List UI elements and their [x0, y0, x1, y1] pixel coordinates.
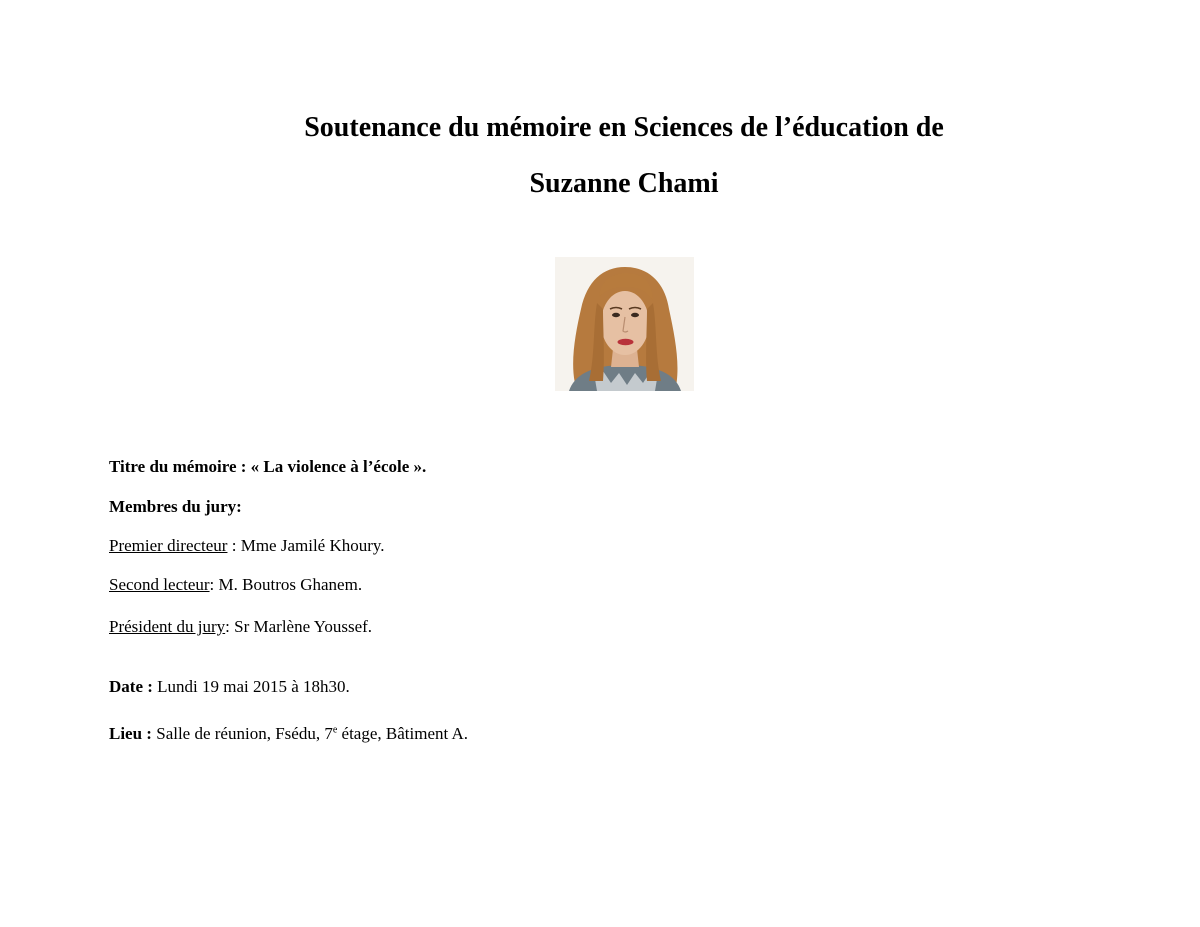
president-value: Sr Marlène Youssef. [234, 617, 373, 636]
date-value: Lundi 19 mai 2015 à 18h30. [152, 677, 350, 696]
second-reader-separator: : [209, 575, 219, 594]
location-value-start: Salle de réunion, Fsédu, 7 [151, 724, 333, 743]
jury-heading: Membres du jury: [109, 497, 242, 516]
first-director-label: Premier directeur [109, 536, 228, 555]
location-value-end: étage, Bâtiment A. [337, 724, 469, 743]
thesis-title: Titre du mémoire : « La violence à l’école ». [109, 457, 427, 476]
jury-second-reader [109, 574, 362, 596]
president-separator: : [225, 617, 235, 636]
location-superscript: e [332, 724, 338, 736]
second-reader-value: M. Boutros Ghanem. [218, 575, 363, 594]
date-label: Date : [109, 677, 153, 696]
defense-location [109, 723, 468, 745]
page-title: Soutenance du mémoire en Sciences de l’éducation de [304, 112, 944, 143]
second-reader-label: Second lecteur [109, 575, 210, 594]
defense-date [109, 676, 350, 698]
candidate-name: Suzanne Chami [529, 168, 719, 199]
jury-first-director [109, 535, 385, 557]
first-director-value: Mme Jamilé Khoury. [240, 536, 385, 555]
jury-president [109, 616, 372, 638]
president-label: Président du jury [109, 617, 226, 636]
first-director-separator: : [227, 536, 241, 555]
candidate-photo [555, 257, 694, 391]
location-label: Lieu : [109, 724, 152, 743]
